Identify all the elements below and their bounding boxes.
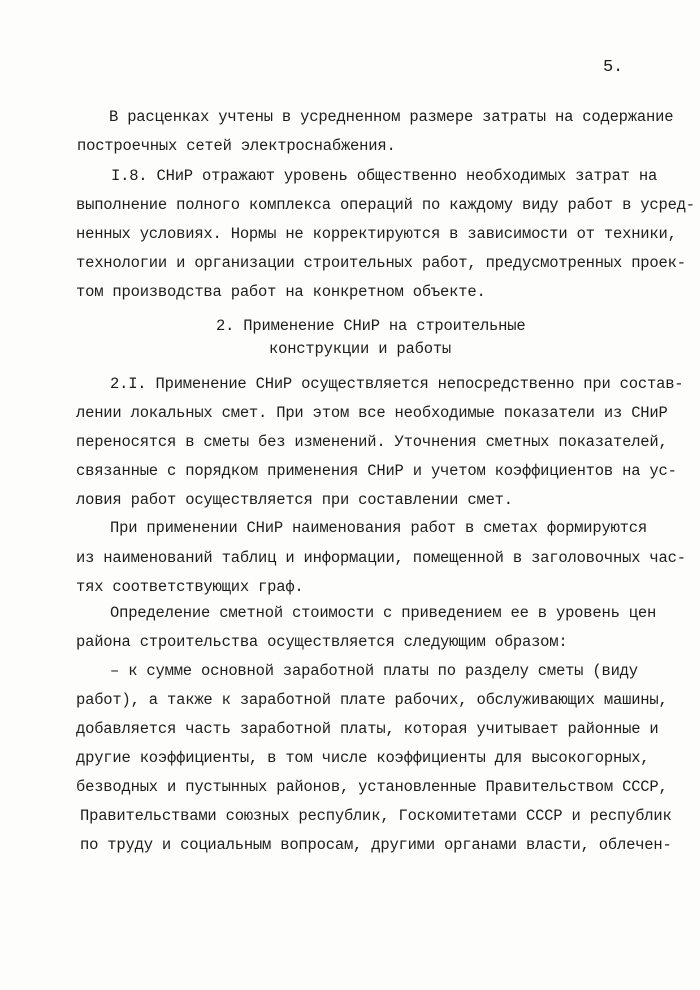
paragraph-1-8-line-1: I.8. СНиР отражают уровень общественно необходимых затрат на	[111, 167, 658, 185]
list-item-line-6: Правительствами союзных республик, Госкомитетами СССР и республик	[80, 807, 672, 825]
paragraph-1-line-2: построечных сетей электроснабжения.	[77, 137, 396, 155]
paragraph-2-1-line-3: переносятся в сметы без изменений. Уточнения сметных показателей,	[76, 433, 668, 451]
paragraph-1-8-line-2: выполнение полного комплекса операций по каждому виду работ в усред-	[76, 196, 695, 214]
list-item-line-4: другие коэффициенты, в том числе коэффициенты для высокогорных,	[76, 749, 650, 767]
list-item-line-5: безводных и пустынных районов, установленные Правительством СССР,	[76, 778, 668, 796]
paragraph-naming-line-3: тях соответствующих граф.	[76, 578, 304, 596]
paragraph-2-1-line-1: 2.I. Применение СНиР осуществляется непосредственно при состав-	[110, 375, 684, 393]
list-item-line-3: добавляется часть заработной платы, которая учитывает районные и	[76, 720, 659, 738]
section-heading-line-1: 2. Применение СНиР на строительные	[216, 317, 526, 335]
paragraph-1-8-line-5: том производства работ на конкретном объекте.	[76, 283, 486, 301]
page-number: 5.	[603, 58, 624, 77]
paragraph-cost-line-1: Определение сметной стоимости с приведением ее в уровень цен	[110, 604, 657, 622]
paragraph-1-8-line-4: технологии и организации строительных работ, предусмотренных проек-	[76, 254, 686, 272]
list-item-line-7: по труду и социальным вопросам, другими органами власти, облечен-	[80, 836, 672, 854]
paragraph-naming-line-1: При применении СНиР наименования работ в сметах формируются	[110, 519, 647, 537]
paragraph-naming-line-2: из наименований таблиц и информации, помещенной в заголовочных час-	[76, 549, 686, 567]
paragraph-1-8-line-3: ненных условиях. Нормы не корректируются в зависимости от техники,	[76, 225, 677, 243]
paragraph-1-line-1: В расценках учтены в усредненном размере затраты на содержание	[109, 108, 674, 126]
list-item-line-1: – к сумме основной заработной платы по разделу сметы (виду	[110, 662, 638, 680]
paragraph-2-1-line-2: лении локальных смет. При этом все необходимые показатели из СНиР	[76, 404, 668, 422]
paragraph-2-1-line-5: ловия работ осуществляется при составлении смет.	[76, 491, 513, 509]
paragraph-cost-line-2: района строительства осуществляется следующим образом:	[76, 633, 568, 651]
section-heading-line-2: конструкции и работы	[269, 340, 452, 358]
list-item-line-2: работ), а также к заработной плате рабочих, обслуживающих машины,	[76, 691, 668, 709]
paragraph-2-1-line-4: связанные с порядком применения СНиР и учетом коэффициентов на ус-	[76, 462, 677, 480]
